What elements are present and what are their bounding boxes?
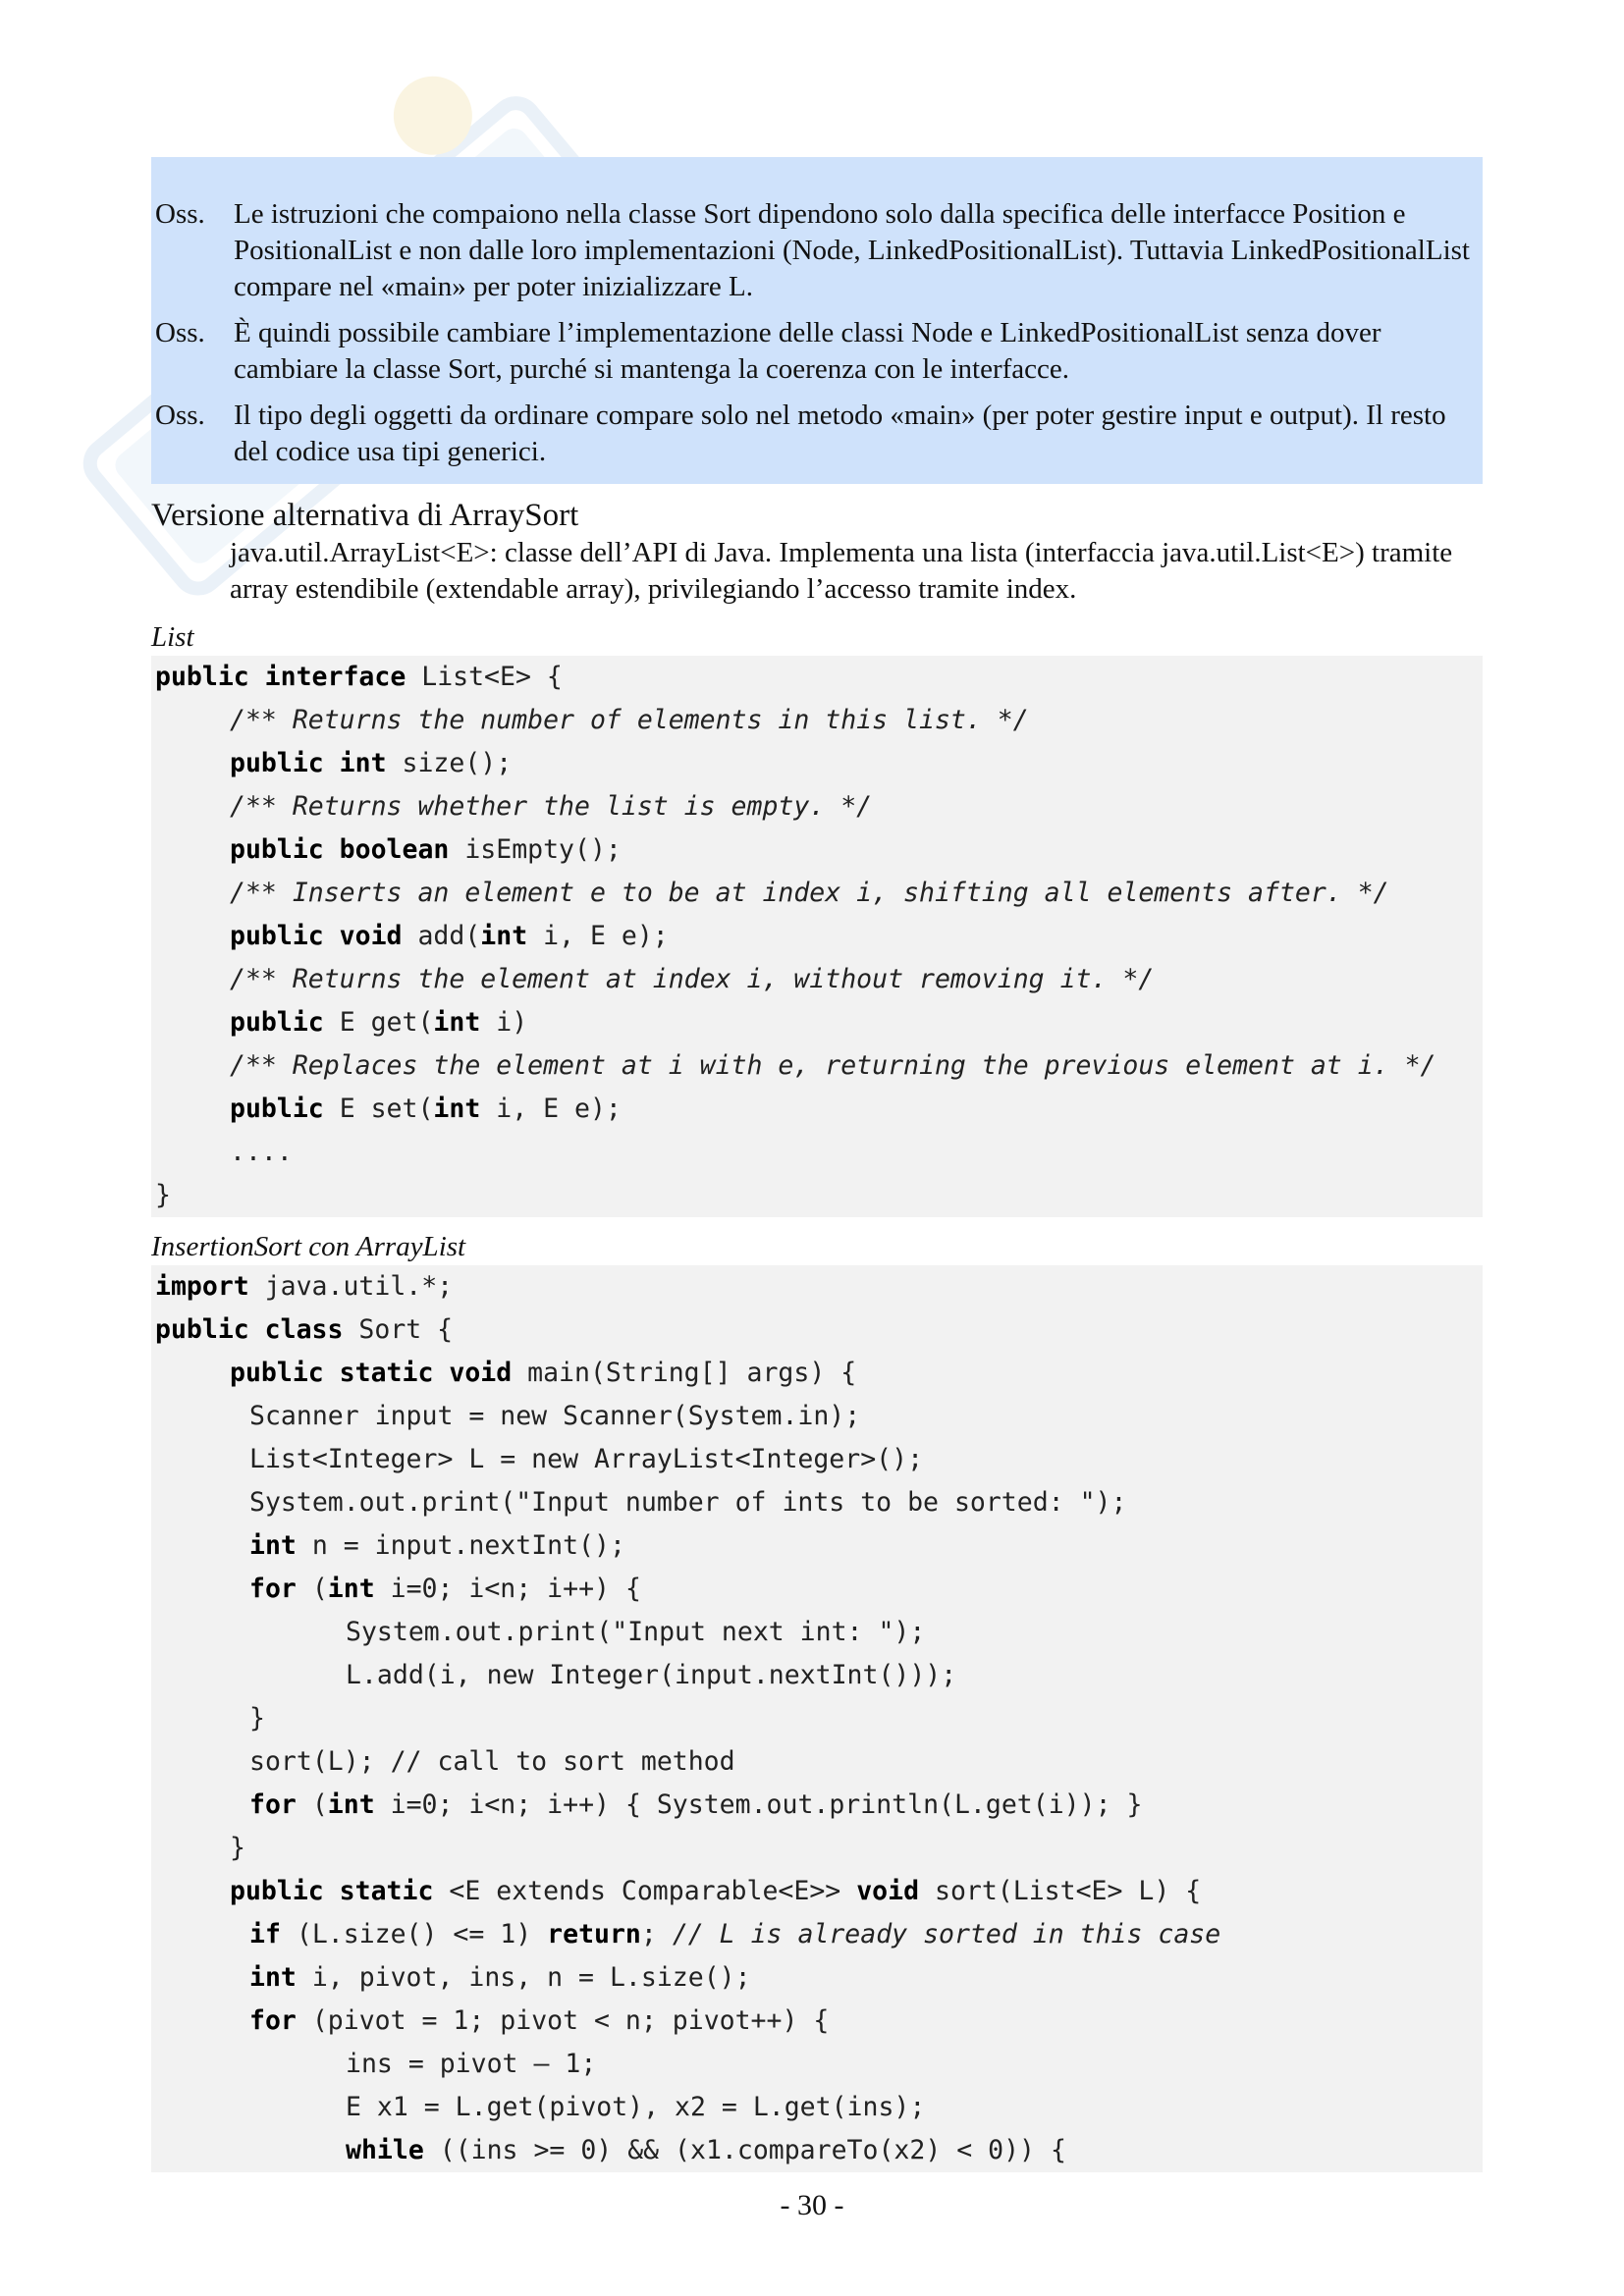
code-text: (L.size() <= 1)	[280, 1919, 548, 1949]
page-content	[151, 157, 1483, 2172]
code-text: sort(List<E> L) {	[919, 1876, 1202, 1906]
observations-box	[151, 157, 1483, 484]
code-line	[151, 915, 1483, 958]
code-text: Scanner input = new Scanner(System.in);	[249, 1401, 861, 1431]
code-text: i, E e);	[527, 921, 669, 951]
code-keyword: public static	[230, 1876, 434, 1906]
code-line	[151, 1395, 1483, 1438]
code-text: i, E e);	[480, 1094, 622, 1124]
code-comment: /** Inserts an element e to be at index i, shifting all elements after. */	[230, 878, 1389, 908]
list-code-block	[151, 656, 1483, 1217]
observation-item	[155, 315, 1473, 388]
code-line	[151, 2129, 1483, 2172]
observation-label: Oss.	[155, 400, 205, 431]
code-text: List<E> {	[406, 662, 563, 692]
code-text: System.out.print("Input number of ints to be sorted: ");	[249, 1487, 1127, 1518]
code-keyword: int	[433, 1094, 481, 1124]
code-line	[151, 1131, 1483, 1174]
code-keyword: public class	[155, 1314, 344, 1345]
code-text: }	[230, 1833, 245, 1863]
code-keyword: int	[327, 1574, 375, 1604]
observation-label: Oss.	[155, 198, 205, 230]
code-line	[151, 1265, 1483, 1308]
code-text: add(	[402, 921, 481, 951]
page-number: - 30 -	[780, 2189, 844, 2221]
code-text: ((ins >= 0) && (x1.compareTo(x2) < 0)) {	[423, 2135, 1066, 2165]
code-comment: // L is already sorted in this case	[672, 1919, 1221, 1949]
list-caption: List	[151, 621, 194, 653]
code-text: i=0; i<n; i++) { System.out.println(L.get(i)); }	[374, 1789, 1143, 1820]
code-text: isEmpty();	[449, 834, 622, 865]
code-keyword: public boolean	[230, 834, 450, 865]
code-line	[151, 1174, 1483, 1217]
code-text: (	[296, 1789, 328, 1820]
code-text: size();	[386, 748, 513, 778]
code-keyword: public interface	[155, 662, 406, 692]
code-line	[151, 1308, 1483, 1352]
code-keyword: public int	[230, 748, 387, 778]
code-text: ins = pivot – 1;	[346, 2049, 597, 2079]
code-line	[151, 742, 1483, 785]
code-line	[151, 1870, 1483, 1913]
code-keyword: int	[480, 921, 528, 951]
code-text: sort(L); // call to sort method	[249, 1746, 735, 1777]
code-text: ;	[640, 1919, 673, 1949]
code-text: L.add(i, new Integer(input.nextInt()));	[346, 1660, 957, 1690]
sort-caption: InsertionSort con ArrayList	[151, 1231, 466, 1262]
observation-item	[155, 196, 1473, 305]
code-line	[151, 2000, 1483, 2043]
code-line	[151, 1438, 1483, 1481]
code-keyword: for	[249, 2005, 297, 2036]
code-text: Sort {	[343, 1314, 454, 1345]
code-line	[151, 1784, 1483, 1827]
code-line	[151, 1956, 1483, 2000]
sort-code-block	[151, 1265, 1483, 2172]
code-line	[151, 828, 1483, 872]
code-line	[151, 1524, 1483, 1568]
code-text: java.util.*;	[248, 1271, 454, 1302]
observation-text: È quindi possibile cambiare l’implementazione delle classi Node e LinkedPositionalList senza dover cambiare la classe Sort, purché si mantenga la coerenza con le interfacce.	[234, 317, 1381, 385]
code-text: main(String[] args) {	[512, 1358, 857, 1388]
code-keyword: if	[249, 1919, 281, 1949]
code-line	[151, 656, 1483, 699]
observation-label: Oss.	[155, 317, 205, 348]
code-line	[151, 2086, 1483, 2129]
observation-text: Il tipo degli oggetti da ordinare compare solo nel metodo «main» (per poter gestire input e output). Il resto del codice usa tipi generici.	[234, 400, 1446, 467]
code-text: i=0; i<n; i++) {	[374, 1574, 641, 1604]
code-text: i, pivot, ins, n = L.size();	[296, 1962, 751, 1993]
code-text: E set(	[323, 1094, 434, 1124]
code-text: }	[249, 1703, 265, 1734]
code-line	[151, 1481, 1483, 1524]
code-line	[151, 2043, 1483, 2086]
observation-text: Le istruzioni che compaiono nella classe Sort dipendono solo dalla specifica delle interfacce Position e PositionalList e non dalle loro implementazioni (Node, LinkedPositionalList). Tuttavia LinkedPositionalList compare nel «main» per poter inizializzare L.	[234, 198, 1470, 302]
code-text: E x1 = L.get(pivot), x2 = L.get(ins);	[346, 2092, 926, 2122]
code-line	[151, 1740, 1483, 1784]
code-keyword: import	[155, 1271, 249, 1302]
code-line	[151, 958, 1483, 1001]
code-comment: /** Replaces the element at i with e, returning the previous element at i. */	[230, 1050, 1436, 1081]
code-keyword: return	[547, 1919, 641, 1949]
code-keyword: public static void	[230, 1358, 513, 1388]
code-line	[151, 1827, 1483, 1870]
code-line	[151, 1044, 1483, 1088]
code-keyword: int	[249, 1962, 297, 1993]
code-text: (	[296, 1574, 328, 1604]
code-line	[151, 1697, 1483, 1740]
code-keyword: int	[249, 1530, 297, 1561]
code-line	[151, 1913, 1483, 1956]
code-line	[151, 1088, 1483, 1131]
code-keyword: while	[346, 2135, 424, 2165]
code-text: }	[155, 1180, 171, 1210]
code-text: E get(	[323, 1007, 434, 1038]
code-keyword: public void	[230, 921, 403, 951]
code-line	[151, 1654, 1483, 1697]
code-text: System.out.print("Input next int: ");	[346, 1617, 926, 1647]
code-line	[151, 1568, 1483, 1611]
code-comment: /** Returns the number of elements in this list. */	[230, 705, 1029, 735]
section-description: java.util.ArrayList<E>: classe dell’API di Java. Implementa una lista (interfaccia java.util.List<E>) tramite array estendibile (extendable array), privilegiando l’accesso tramite index.	[230, 537, 1453, 605]
section-title: Versione alternativa di ArraySort	[151, 498, 579, 533]
code-keyword: for	[249, 1574, 297, 1604]
code-comment: /** Returns whether the list is empty. */	[230, 791, 873, 822]
code-line	[151, 1611, 1483, 1654]
code-text: (pivot = 1; pivot < n; pivot++) {	[296, 2005, 830, 2036]
code-text: i)	[480, 1007, 528, 1038]
code-comment: /** Returns the element at index i, without removing it. */	[230, 964, 1155, 994]
code-keyword: for	[249, 1789, 297, 1820]
code-keyword: void	[856, 1876, 920, 1906]
observation-item	[155, 398, 1473, 470]
code-line	[151, 1352, 1483, 1395]
code-keyword: int	[327, 1789, 375, 1820]
code-text: List<Integer> L = new ArrayList<Integer>();	[249, 1444, 924, 1474]
code-text: <E extends Comparable<E>>	[433, 1876, 857, 1906]
code-line	[151, 785, 1483, 828]
code-line	[151, 872, 1483, 915]
code-line	[151, 1001, 1483, 1044]
code-text: n = input.nextInt();	[296, 1530, 625, 1561]
code-keyword: int	[433, 1007, 481, 1038]
code-keyword: public	[230, 1007, 324, 1038]
code-text: ....	[230, 1137, 293, 1167]
code-keyword: public	[230, 1094, 324, 1124]
code-line	[151, 699, 1483, 742]
